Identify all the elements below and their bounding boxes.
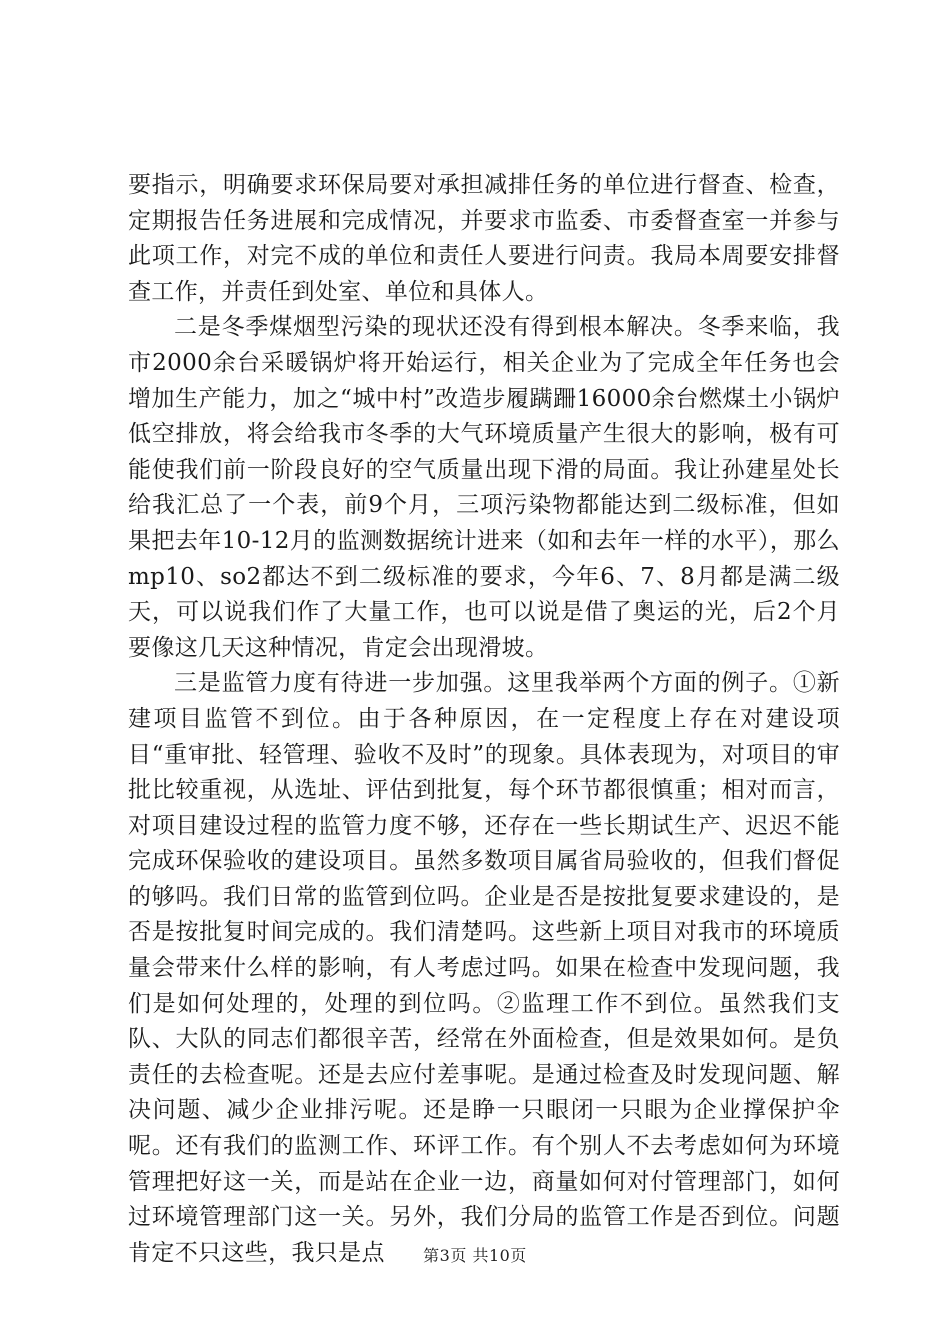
page-number-footer: 第3页 共10页 [423, 1246, 527, 1265]
document-body [128, 168, 840, 1271]
paragraph-continued: 要指示，明确要求环保局要对承担减排任务的单位进行督查、检查，定期报告任务进展和完成情况，并要求市监委、市委督查室一并参与此项工作，对完不成的单位和责任人要进行问责。我局本周要安排督查工作，并责任到处室、单位和具体人。 [128, 172, 840, 305]
paragraph-supervision: 三是监管力度有待进一步加强。这里我举两个方面的例子。①新建项目监管不到位。由于各种原因，在一定程度上存在对建设项目“重审批、轻管理、验收不及时”的现象。具体表现为，对项目的审批比较重视，从选址、评估到批复，每个环节都很慎重；相对而言，对项目建设过程的监管力度不够，还存在一些长期试生产、迟迟不能完成环保验收的建设项目。虽然多数项目属省局验收的，但我们督促的够吗。我们日常的监管到位吗。企业是否是按批复要求建设的，是否是按批复时间完成的。我们清楚吗。这些新上项目对我市的环境质量会带来什么样的影响，有人考虑过吗。如果在检查中发现问题，我们是如何处理的，处理的到位吗。②监理工作不到位。虽然我们支队、大队的同志们都很辛苦，经常在外面检查，但是效果如何。是负责任的去检查呢。还是去应付差事呢。是通过检查及时发现问题、解决问题、减少企业排污呢。还是睁一只眼闭一只眼为企业撑保护伞呢。还有我们的监测工作、环评工作。有个别人不去考虑如何为环境管理把好这一关，而是站在企业一边，商量如何对付管理部门，如何过环境管理部门这一关。另外，我们分局的监管工作是否到位。问题肯定不只这些，我只是点 [128, 670, 840, 1266]
paragraph-winter-pollution: 二是冬季煤烟型污染的现状还没有得到根本解决。冬季来临，我市2000余台采暖锅炉将开始运行，相关企业为了完成全年任务也会增加生产能力，加之“城中村”改造步履蹒跚16000余台燃煤土小锅炉低空排放，将会给我市冬季的大气环境质量产生很大的影响，极有可能使我们前一阶段良好的空气质量出现下滑的局面。我让孙建星处长给我汇总了一个表，前9个月，三项污染物都能达到二级标准，但如果把去年10-12月的监测数据统计进来（如和去年一样的水平），那么mp10、so2都达不到二级标准的要求，今年6、7、8月都是满二级天，可以说我们作了大量工作，也可以说是借了奥运的光，后2个月要像这几天这种情况，肯定会出现滑坡。 [128, 314, 840, 661]
